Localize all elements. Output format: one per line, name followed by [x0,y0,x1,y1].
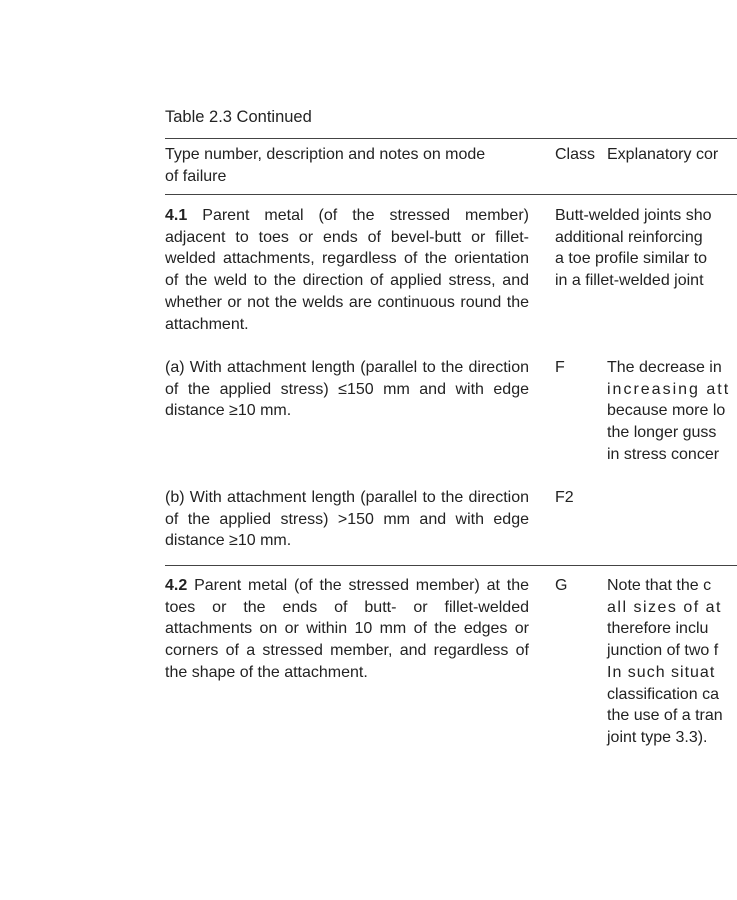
explanatory-line: a toe profile similar to [555,250,708,268]
explanatory-line: additional reinforcing [555,228,703,246]
explanatory-line: because more lo [607,402,726,420]
row-a-explanatory [607,357,737,466]
row-4-2-explanatory [607,575,737,749]
header-class: Class [555,146,596,163]
row-a-description: (a) With attachment length (parallel to the direction of the applied stress) ≤150 mm and with edge distance ≥10 mm. [165,359,529,420]
explanatory-line: in a fillet-welded joint [555,272,704,290]
explanatory-line: The decrease in [607,359,722,376]
row-4-2-class: G [555,577,568,594]
explanatory-line: classification ca [607,685,720,703]
header-description-line: Type number, description and notes on mode [165,146,486,163]
explanatory-line: junction of two f [607,642,719,660]
explanatory-line: the use of a tran [607,707,723,725]
row-4-2-text: Parent metal (of the stressed member) at the toes or the ends of butt- or fillet-welded attachments on or within 10 mm of the edges or corners of a stressed member, and regardless of the shape of the attachment. [165,577,529,681]
row-4-1-explanatory [555,205,737,292]
row-4-1-number: 4.1 [165,207,188,224]
row-4-2-number: 4.2 [165,577,188,594]
header-description-line: of failure [165,167,227,185]
explanatory-line: Butt-welded joints sho [555,207,712,224]
table-caption: Table 2.3 Continued [165,108,312,126]
row-b-description: (b) With attachment length (parallel to the direction of the applied stress) >150 mm and with edge distance ≥10 mm. [165,489,529,550]
row-separator-rule [165,565,737,566]
row-a-class: F [555,359,565,376]
row-4-1-description [165,205,529,335]
explanatory-line: all sizes of at [607,598,722,616]
explanatory-line: increasing att [607,380,731,398]
header-explanatory: Explanatory cor [607,146,719,163]
explanatory-line: In such situat [607,663,716,681]
row-b-class: F2 [555,489,574,506]
header-description [165,144,529,187]
explanatory-line: Note that the c [607,577,712,594]
table-top-rule [165,138,737,139]
explanatory-line: in stress concer [607,445,720,463]
explanatory-line: the longer guss [607,424,717,442]
row-4-2-description [165,575,529,684]
explanatory-line: therefore inclu [607,620,709,638]
header-bottom-rule [165,194,737,195]
row-4-1-text: Parent metal (of the stressed member) adjacent to toes or ends of bevel-butt or fillet-welded attachments, regardless of the orientation of the weld to the direction of applied stress, and whether or not the welds are continuous round the attachment. [165,207,529,333]
explanatory-line: joint type 3.3). [607,728,708,746]
